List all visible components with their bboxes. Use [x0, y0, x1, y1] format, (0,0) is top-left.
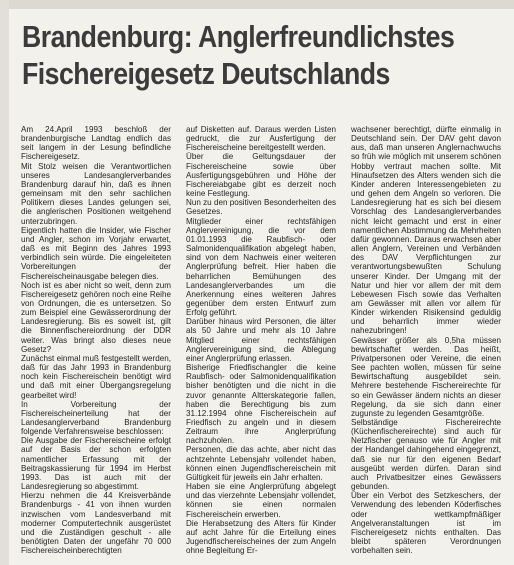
text-column-1	[21, 125, 171, 561]
paragraph: Selbständige Fischereirechte (Küchenfischereirechte) sind auch für Netzfischer genauso wie für Angler mit der Handangel dahingehend eingegrenzt, daß sie nur für den eigenen Bedarf ausgeübt werden dürfen. Daran sind auch Privatbesitzer eines Gewässers gebunden.	[351, 418, 501, 492]
paragraph: Die Herabsetzung des Alters für Kinder auf acht Jahre für die Erteilung eines Jugendfischereischeines der zum Angeln ohne Begleitung Er-	[186, 518, 336, 556]
paragraph: Personen, die das achte, aber nicht das achtzehnte Lebensjahr vollendet haben, können einen Jugendfischereischein mit Gültigkeit für jeweils ein Jahr erhalten.	[186, 445, 336, 482]
paragraph: Mit Stolz weisen die Verantwortlichen unseres Landesanglerverbandes Brandenburg darauf hin, daß es ihnen gemeinsam mit den sehr sachlichen Politikern dieses Landes gelungen sei, die anglerischen Positionen weitgehend unterzubringen.	[21, 161, 171, 226]
paragraph: In Vorbereitung der Fischereischeinerteilung hat der Landesanglerverband Brandenburg folgende Verfahrensweise beschlossen:	[21, 399, 171, 437]
headline-line-2: Fischereigesetz Deutschlands	[22, 56, 390, 91]
paragraph: Bisherige Friedfischangler die keine Raubfisch- oder Salmonidenqualifikation bisher benötigten und die nicht in die zuvor genannte Altterskategorie fallen, haben die Berechtigung bis zum 31.12.1994 ohne Fischereischein auf Friedfisch zu angeln und in diesem Zeitraum ihre Anglerprüfung nachzuholen.	[186, 363, 336, 446]
text-column-3	[351, 125, 501, 561]
paragraph: Darüber hinaus wird Personen, die älter als 50 Jahre und mehr als 10 Jahre Mitglied einer rechtsfähigen Anglervereinigung sind, die Ablegung einer Anglerprüfung erlassen.	[186, 317, 336, 363]
paragraph: Eigentlich hatten die Insider, wie Fischer und Angler, schon im Vorjahr erwartet, daß es mit Beginn des Jahres 1993 verbindlich sein würde. Die eingeleiteten Vorbereitungen der Fischereischeinausgabe belegen dies.	[21, 225, 171, 281]
paragraph: wachsener berechtigt, dürfte einmalig in Deutschland sein. Der DAV geht davon aus, daß man unseren Anglernachwuchs so früh wie möglich mit unserem schönen Hobby vertraut machen sollte. Mit Hinaufsetzen des Alters wenden sich die Kinder anderen Interessengebieten zu und gehen dem Angeln so verloren. Die Landesregierung hat es sich bei diesem Vorschlag des Landesanglerverbandes nicht leicht gemacht und erst in einer namentlichen Abstimmung da Mehrheiten dafür gewonnen. Daraus erwachsen aber allen Anglern, Vereinen und Verbänden des DAV Verpflichtungen zur verantwortungsbewußten Schulung unserer Kinder. Der Umgang mit der Natur und hier vor allem der mit dem Lebewesen Fisch sowie das Verhalten am Gewässer mit allen vor allem für Kinder wirkenden Risikensind geduldig und beharrlich immer wieder nahezubringen!	[351, 125, 501, 336]
article-headline	[22, 18, 455, 92]
paragraph: Am 24.April 1993 beschloß der brandenburgische Landtag endlich das seit langem in der Lesung befindliche Fischereigesetz.	[21, 125, 171, 162]
paragraph: Die Ausgabe der Fischereischeine erfolgt auf der Basis der schon erfolgten namentlicher Erfassung mit der Beitragskassierung für 1994 im Herbst 1993. Das ist auch mit der Landesregierung so abgestimmt.	[21, 436, 171, 492]
paragraph: Mitglieder einer rechtsfähigen Anglervereinigung, die vor dem 01.01.1993 die Raubfisch- oder Salmonidenqualifikation abgelegt haben, sind von dem Nachweis einer weiteren Anglerprüfung befreit. Hier haben die beharrlichen Bemühungen des Landesanglerverbandes um die Anerkennung eines weiteren Jahres gegenüber dem ersten Entwurf zum Erfolg geführt.	[186, 216, 336, 318]
paragraph: Gewässer größer als 0,5ha müssen bewirtschaftet werden. Das heißt, Privatpersonen oder Vereine, die einen See pachten wollen, müssen für seine Bewirtschaftung ausgebildet sein. Mehrere bestehende Fischereirechte für so ein Gewässer ändern nichts an dieser Regelung, da sie sich dann einer zugunste zu legenden Gesamtgröße.	[351, 335, 501, 418]
paragraph: Haben sie eine Anglerprüfung abgelegt und das vierzehnte Lebensjahr vollendet, können sie einen normalen Fischereischein erwerben.	[186, 482, 336, 519]
article-body	[21, 125, 501, 561]
scan-edge-left	[0, 0, 9, 565]
paragraph: Über ein Verbot des Setzkeschers, der Verwendung des lebenden Köderfisches oder wettkampfmäßiger Angelveranstaltungen ist im Fischereigesetz nichts enthalten. Das bleibt späteren Verordnungen vorbehalten sein.	[351, 491, 501, 556]
paragraph: Noch ist es aber nicht so weit, denn zum Fischereigesetz gehören noch eine Reihe von Ordnungen, die es untersetzen. So zum Beispiel eine Gewässerordnung der Landesregierung. Bis es soweit ist, gilt die Binnenfischereiordnung der DDR weiter. Was bringt also dieses neue Gesetz?	[21, 280, 171, 354]
paragraph: Hierzu nehmen die 44 Kreisverbände Brandenburgs - 41 von ihnen wurden inzwischen vom Landesverband mit moderner Computertechnik ausgerüstet und die Zuständigen geschult - alle benötigten Daten der ungefähr 70 000 Fischereischeinberechtigten	[21, 491, 171, 556]
paragraph: auf Disketten auf. Daraus werden Listen gedruckt, die zur Ausfertigung der Fischereischeine bereitgestellt werden.	[186, 125, 336, 153]
paragraph: Nun zu den positiven Besonderheiten des Gesetzes.	[186, 198, 336, 217]
headline-line-1: Brandenburg: Anglerfreundlichstes	[22, 19, 455, 54]
scan-edge-top	[0, 0, 514, 9]
paragraph: Über die Geltungsdauer der Fischereischeine sowie über Ausfertigungsgebühren und Höhe der Fischereiabgabe gibt es derzeit noch keine Festlegung.	[186, 152, 336, 199]
paragraph: Zunächst einmal muß festgestellt werden, daß für das Jahr 1993 in Brandenburg noch kein Fischereischein benötigt wird und daß mit einer Übergangsregelung gearbeitet wird!	[21, 353, 171, 400]
text-column-2	[186, 125, 336, 561]
